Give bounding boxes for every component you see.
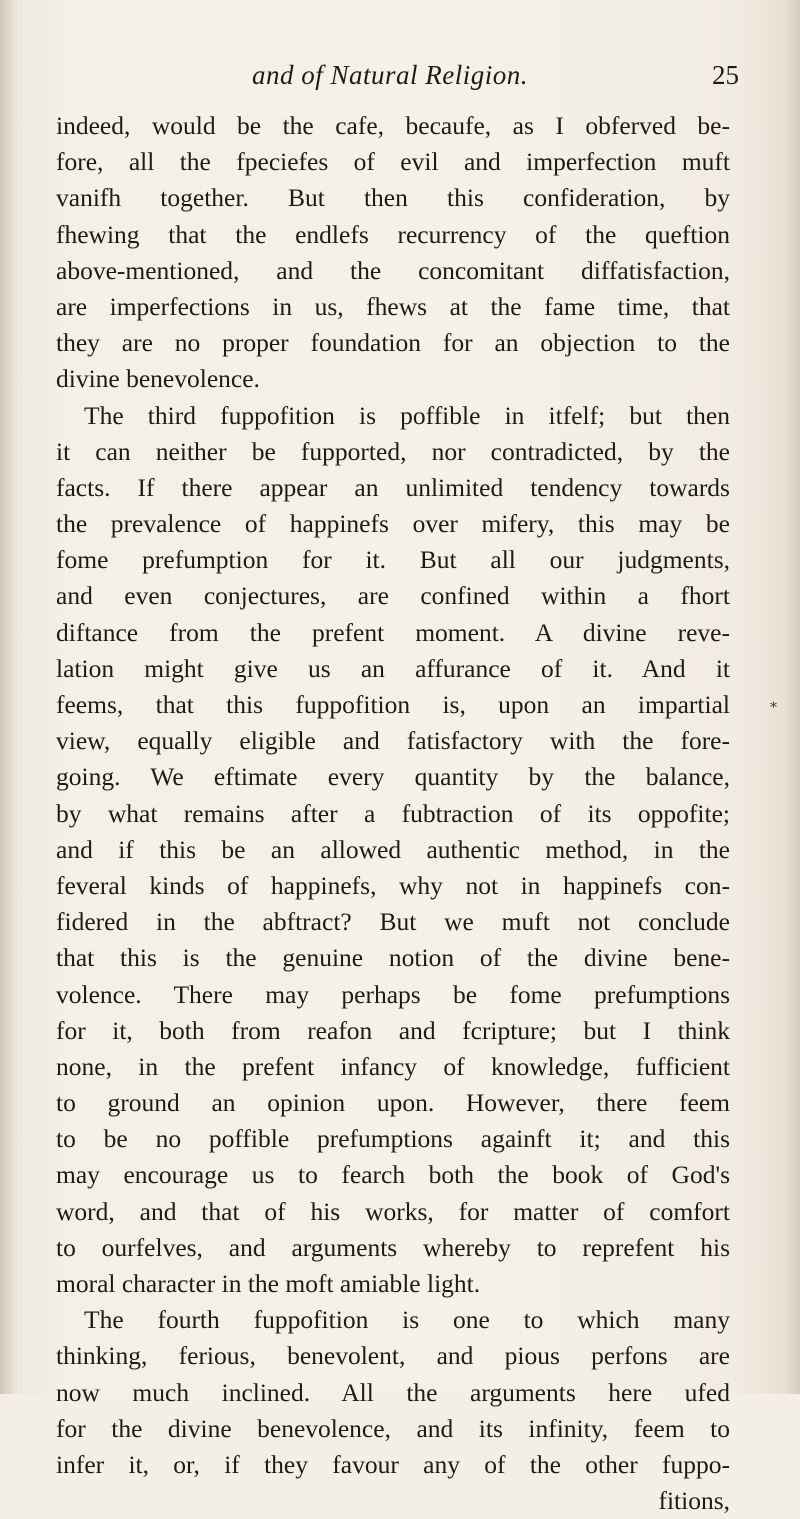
text-line: by what remains after a fubtraction of its oppofite; — [56, 798, 730, 828]
margin-mark: * — [770, 700, 777, 716]
text-line: for the divine benevolence, and its infinity, feem to — [56, 1413, 730, 1443]
text-line: now much inclined. All the arguments here ufed — [56, 1377, 730, 1407]
binding-shadow — [0, 0, 18, 1394]
text-line: fhewing that the endlefs recurrency of the queftion — [56, 219, 730, 249]
page-edge — [786, 0, 800, 1394]
text-line: moral character in the moft amiable light. — [56, 1269, 481, 1298]
text-line: may encourage us to fearch both the book of God's — [56, 1160, 730, 1190]
text-line: they are no proper foundation for an objection to the — [56, 328, 730, 358]
text-line: volence. There may perhaps be fome prefumptions — [56, 979, 730, 1009]
running-head: and of Natural Religion. — [252, 60, 529, 90]
text-line: going. We eftimate every quantity by the balance, — [56, 762, 730, 792]
text-line: fore, all the fpeciefes of evil and imperfection muft — [56, 147, 730, 177]
text-line: and if this be an allowed authentic method, in the — [56, 834, 730, 864]
text-line: fidered in the abftract? But we muft not conclude — [56, 907, 730, 937]
text-line: indeed, would be the cafe, becaufe, as I obferved be- — [56, 111, 730, 140]
text-line: facts. If there appear an unlimited tendency towards — [56, 472, 730, 502]
text-line: word, and that of his works, for matter of comfort — [56, 1196, 730, 1226]
text-line: thinking, ferious, benevolent, and pious perfons are — [56, 1341, 730, 1371]
text-line: fome prefumption for it. But all our judgments, — [56, 545, 730, 575]
text-line: to ground an opinion upon. However, there feem — [56, 1088, 730, 1118]
text-line: divine benevolence. — [56, 364, 260, 394]
text-line: to ourfelves, and arguments whereby to reprefent his — [56, 1232, 730, 1262]
text-line: to be no poffible prefumptions againft it; and this — [56, 1124, 730, 1154]
text-line: and even conjectures, are confined within a fhort — [56, 581, 730, 611]
text-line: above-mentioned, and the concomitant diffatisfaction, — [56, 255, 730, 285]
text-line: view, equally eligible and fatisfactory with the fore- — [56, 726, 730, 756]
text-line: for it, both from reafon and fcripture; but I think — [56, 1015, 730, 1045]
text-line: vanifh together. But then this confideration, by — [56, 183, 730, 213]
text-line: feveral kinds of happinefs, why not in happinefs con- — [56, 870, 730, 900]
text-line: diftance from the prefent moment. A divine reve- — [56, 617, 730, 647]
text-line: infer it, or, if they favour any of the other fuppo- — [56, 1449, 730, 1479]
text-line: none, in the prefent infancy of knowledge, fufficient — [56, 1051, 730, 1081]
page-number: 25 — [712, 60, 739, 90]
text-line: The fourth fuppofition is one to which many — [84, 1305, 730, 1335]
text-line: are imperfections in us, fhews at the fame time, that — [56, 291, 730, 321]
text-line: The third fuppofition is poffible in itfelf; but then — [84, 400, 730, 430]
text-line: that this is the genuine notion of the divine bene- — [56, 943, 730, 973]
text-line: fitions, — [658, 1486, 730, 1516]
text-line: feems, that this fuppofition is, upon an impartial — [56, 690, 730, 719]
text-line: it can neither be fupported, nor contradicted, by the — [56, 436, 730, 466]
text-line: the prevalence of happinefs over mifery, this may be — [56, 509, 730, 539]
text-line: lation might give us an affurance of it. And it — [56, 653, 730, 683]
